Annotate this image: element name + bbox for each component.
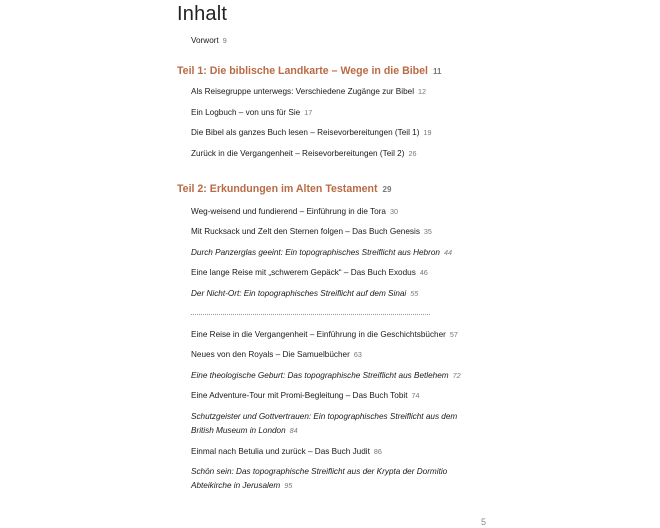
entry-text: Weg-weisend und fundierend – Einführung in die Tora bbox=[191, 207, 386, 216]
toc-entry[interactable] bbox=[191, 349, 362, 360]
entry-page: 9 bbox=[222, 36, 227, 45]
toc-entry-streiflicht-cont[interactable] bbox=[191, 480, 292, 491]
entry-page: 17 bbox=[304, 108, 313, 117]
toc-entry-streiflicht[interactable] bbox=[191, 411, 457, 422]
entry-page: 12 bbox=[418, 87, 427, 96]
entry-page: 46 bbox=[419, 268, 428, 277]
entry-text: Neues von den Royals – Die Samuelbücher bbox=[191, 350, 350, 359]
toc-entry[interactable] bbox=[191, 206, 398, 217]
entry-text: Als Reisegruppe unterwegs: Verschiedene Zugänge zur Bibel bbox=[191, 87, 415, 96]
entry-page: 72 bbox=[452, 371, 461, 380]
entry-page: 35 bbox=[423, 227, 432, 236]
entry-text: Eine lange Reise mit „schwerem Gepäck“ – Das Buch Exodus bbox=[191, 268, 416, 277]
entry-text: Zurück in die Vergangenheit – Reisevorbereitungen (Teil 2) bbox=[191, 149, 405, 158]
entry-text: Vorwort bbox=[191, 36, 219, 45]
entry-text: Eine Adventure-Tour mit Promi-Begleitung – Das Buch Tobit bbox=[191, 391, 408, 400]
toc-entry[interactable] bbox=[191, 226, 432, 237]
toc-entry-streiflicht[interactable] bbox=[191, 466, 447, 477]
toc-part-2[interactable] bbox=[177, 183, 391, 195]
entry-text: Durch Panzerglas geeint: Ein topographisches Streiflicht aus Hebron bbox=[191, 248, 440, 257]
toc-entry-vorwort[interactable] bbox=[191, 35, 227, 46]
page-title: Inhalt bbox=[177, 3, 228, 25]
toc-entry-streiflicht[interactable] bbox=[191, 247, 452, 258]
entry-text: Die Bibel als ganzes Buch lesen – Reisevorbereitungen (Teil 1) bbox=[191, 128, 420, 137]
entry-text: Eine Reise in die Vergangenheit – Einführung in die Geschichtsbücher bbox=[191, 330, 446, 339]
toc-entry[interactable] bbox=[191, 107, 312, 118]
toc-entry[interactable] bbox=[191, 127, 431, 138]
entry-text-line1: Schutzgeister und Gottvertrauen: Ein topographisches Streiflicht aus dem bbox=[191, 412, 458, 421]
toc-entry[interactable] bbox=[191, 267, 428, 278]
toc-entry-streiflicht[interactable] bbox=[191, 370, 461, 381]
toc-entry[interactable] bbox=[191, 86, 426, 97]
entry-page: 57 bbox=[449, 330, 458, 339]
entry-page: 19 bbox=[423, 128, 432, 137]
entry-page: 86 bbox=[373, 447, 382, 456]
entry-page: 74 bbox=[411, 391, 420, 400]
entry-text-line2: British Museum in London bbox=[191, 426, 286, 435]
entry-text-line2: Abteikirche in Jerusalem bbox=[191, 481, 281, 490]
toc-part-1[interactable] bbox=[177, 65, 441, 77]
entry-page: 95 bbox=[284, 481, 293, 490]
entry-page: 84 bbox=[289, 426, 298, 435]
entry-page: 26 bbox=[408, 149, 417, 158]
entry-text: Mit Rucksack und Zelt den Sternen folgen – Das Buch Genesis bbox=[191, 227, 420, 236]
entry-text: Ein Logbuch – von uns für Sie bbox=[191, 108, 301, 117]
entry-page: 44 bbox=[443, 248, 452, 257]
entry-page: 63 bbox=[353, 350, 362, 359]
part-page: 11 bbox=[432, 67, 442, 76]
entry-text: Eine theologische Geburt: Das topographische Streiflicht aus Betlehem bbox=[191, 371, 449, 380]
toc-entry[interactable] bbox=[191, 148, 416, 159]
page-number: 5 bbox=[481, 517, 487, 527]
entry-text: Einmal nach Betulia und zurück – Das Buch Judit bbox=[191, 447, 370, 456]
toc-entry[interactable] bbox=[191, 329, 458, 340]
toc-entry[interactable] bbox=[191, 446, 382, 457]
entry-page: 55 bbox=[410, 289, 419, 298]
entry-text: Der Nicht-Ort: Ein topographisches Streiflicht auf dem Sinai bbox=[191, 289, 407, 298]
part-title: Teil 1: Die biblische Landkarte – Wege in die Bibel bbox=[177, 65, 428, 77]
part-title: Teil 2: Erkundungen im Alten Testament bbox=[177, 183, 378, 195]
toc-entry[interactable] bbox=[191, 390, 419, 401]
part-page: 29 bbox=[382, 185, 392, 194]
toc-entry-streiflicht[interactable] bbox=[191, 288, 418, 299]
toc-entry-streiflicht-cont[interactable] bbox=[191, 425, 298, 436]
entry-text-line1: Schön sein: Das topographische Streiflicht aus der Krypta der Dormitio bbox=[191, 467, 448, 476]
section-divider bbox=[191, 314, 430, 315]
entry-page: 30 bbox=[389, 207, 398, 216]
